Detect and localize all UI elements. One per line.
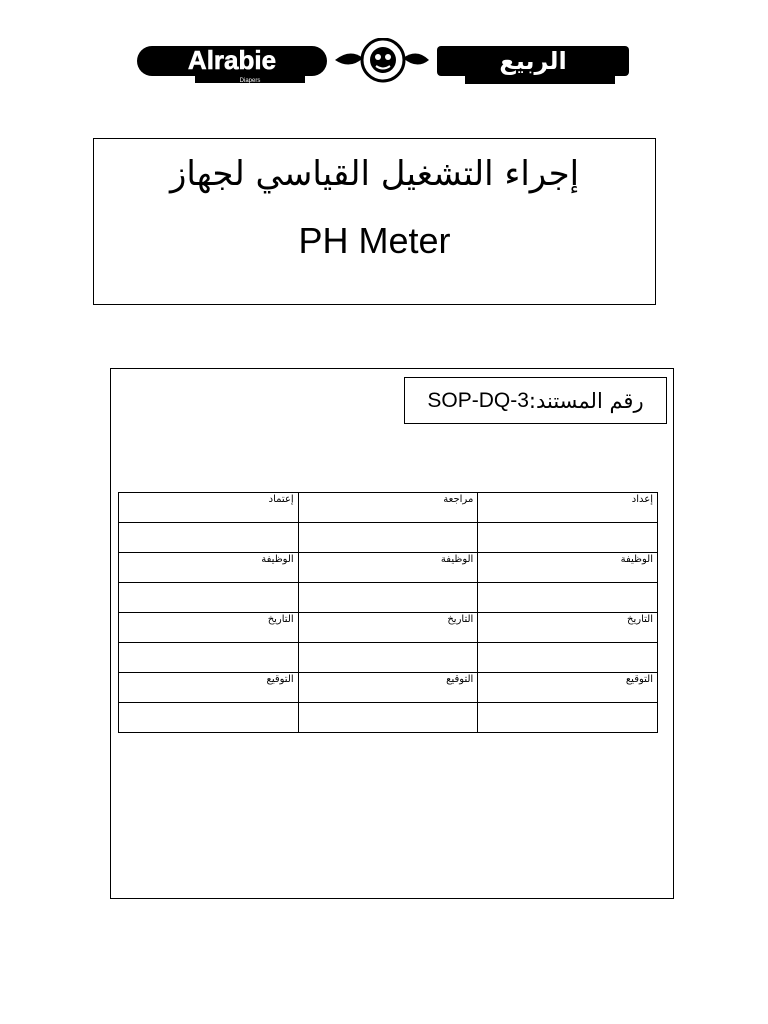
table-row bbox=[119, 493, 658, 523]
table-cell[interactable] bbox=[298, 583, 478, 613]
table-row bbox=[119, 673, 658, 703]
table-cell[interactable] bbox=[478, 583, 658, 613]
svg-text:Alrabie: Alrabie bbox=[187, 45, 277, 75]
table-cell: التوقيع bbox=[478, 673, 658, 703]
table-row bbox=[119, 703, 658, 733]
table-row bbox=[119, 553, 658, 583]
table-cell[interactable] bbox=[298, 703, 478, 733]
table-cell[interactable] bbox=[478, 703, 658, 733]
table-cell[interactable] bbox=[298, 643, 478, 673]
table-row bbox=[119, 523, 658, 553]
document-title-arabic: إجراء التشغيل القياسي لجهاز bbox=[169, 154, 580, 194]
document-number-label: رقم المستند: bbox=[528, 388, 644, 413]
table-cell[interactable] bbox=[119, 703, 299, 733]
svg-text:Diapers: Diapers bbox=[239, 78, 261, 84]
table-row bbox=[119, 643, 658, 673]
company-logo bbox=[135, 38, 631, 86]
table-cell: التاريخ bbox=[478, 613, 658, 643]
document-number-value: SOP-DQ-3 bbox=[427, 388, 529, 412]
table-cell: الوظيفة bbox=[478, 553, 658, 583]
table-cell[interactable] bbox=[119, 523, 299, 553]
logo-arabic-brand: الربيع bbox=[499, 47, 567, 75]
title-box bbox=[93, 138, 656, 305]
table-cell: إعداد bbox=[478, 493, 658, 523]
table-cell: الوظيفة bbox=[298, 553, 478, 583]
document-number-box bbox=[404, 377, 667, 424]
table-cell: التوقيع bbox=[119, 673, 299, 703]
table-cell[interactable] bbox=[478, 643, 658, 673]
document-title-english: PH Meter bbox=[298, 220, 451, 261]
approval-table bbox=[118, 492, 658, 733]
table-cell: التاريخ bbox=[298, 613, 478, 643]
table-cell: مراجعة bbox=[298, 493, 478, 523]
table-cell[interactable] bbox=[478, 523, 658, 553]
table-row bbox=[119, 613, 658, 643]
table-cell[interactable] bbox=[119, 583, 299, 613]
table-cell: الوظيفة bbox=[119, 553, 299, 583]
table-row bbox=[119, 583, 658, 613]
table-cell[interactable] bbox=[119, 643, 299, 673]
table-cell[interactable] bbox=[298, 523, 478, 553]
table-cell: إعتماد bbox=[119, 493, 299, 523]
table-cell: التوقيع bbox=[298, 673, 478, 703]
table-cell: التاريخ bbox=[119, 613, 299, 643]
